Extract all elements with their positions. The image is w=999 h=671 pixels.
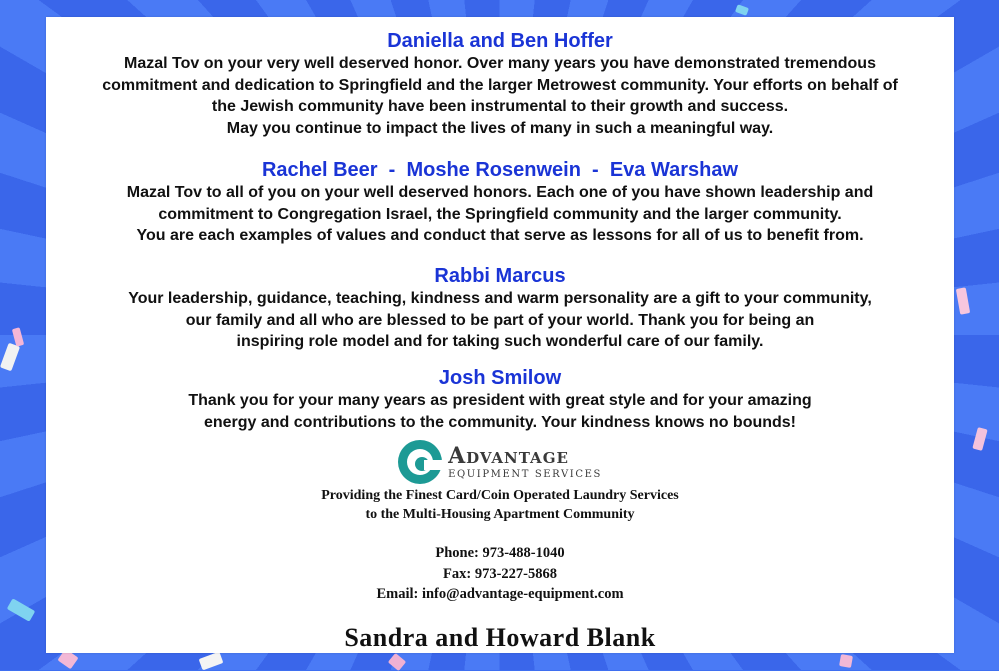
tagline-line: Providing the Finest Card/Coin Operated Laundry Services — [321, 488, 679, 503]
tribute-heading: Josh Smilow — [438, 367, 562, 389]
message-line: inspiring role model and for taking such wonderful care of our family. — [236, 333, 764, 350]
tribute-rabbi-marcus — [46, 264, 954, 353]
tribute-message — [46, 288, 954, 353]
sponsor-logo — [46, 439, 954, 485]
message-line: Mazal Tov to all of you on your well deserved honors. Each one of you have shown leadership and — [126, 184, 874, 201]
tribute-message — [46, 53, 954, 139]
tribute-heading: Rachel Beer - Moshe Rosenwein - Eva Warshaw — [261, 159, 739, 181]
sponsor-tagline — [46, 486, 954, 524]
email-address: Email: info@advantage-equipment.com — [376, 586, 624, 602]
tribute-panel — [46, 17, 954, 653]
message-line: our family and all who are blessed to be part of your world. Thank you for being an — [185, 311, 815, 329]
message-line: You are each examples of values and conduct that serve as lessons for all of us to benefit from. — [136, 227, 864, 244]
message-line: May you continue to impact the lives of many in such a meaningful way. — [226, 119, 774, 137]
signature: Sandra and Howard Blank — [344, 623, 656, 652]
tribute-josh-smilow — [46, 366, 954, 433]
tribute-message — [46, 182, 954, 247]
advantage-logo-icon — [398, 440, 442, 484]
tribute-honorees — [46, 158, 954, 247]
tagline-line: to the Multi-Housing Apartment Community — [365, 507, 635, 522]
message-line: Mazal Tov on your very well deserved honor. Over many years you have demonstrated tremendous — [124, 55, 876, 72]
message-line: commitment to Congregation Israel, the Springfield community and the larger community. — [158, 205, 842, 223]
message-line: commitment and dedication to Springfield and the larger Metrowest community. Your efforts on behalf of — [102, 76, 898, 94]
phone-number: Phone: 973-488-1040 — [435, 545, 565, 561]
logo-subtitle: EQUIPMENT SERVICES — [448, 468, 602, 480]
tribute-hoffer — [46, 29, 954, 139]
confetti-piece — [839, 654, 853, 668]
message-line: the Jewish community have been instrumental to their growth and success. — [211, 98, 789, 115]
message-line: Thank you for your many years as president with great style and for your amazing — [188, 392, 812, 409]
sponsor-contact — [46, 543, 954, 605]
tribute-heading: Daniella and Ben Hoffer — [387, 30, 613, 52]
fax-number: Fax: 973-227-5868 — [443, 565, 557, 582]
tribute-heading: Rabbi Marcus — [434, 265, 566, 287]
message-line: energy and contributions to the community. Your kindness knows no bounds! — [203, 413, 797, 431]
message-line: Your leadership, guidance, teaching, kindness and warm personality are a gift to your community, — [128, 290, 872, 307]
tribute-message — [46, 390, 954, 433]
logo-name: Advantage — [448, 442, 569, 469]
